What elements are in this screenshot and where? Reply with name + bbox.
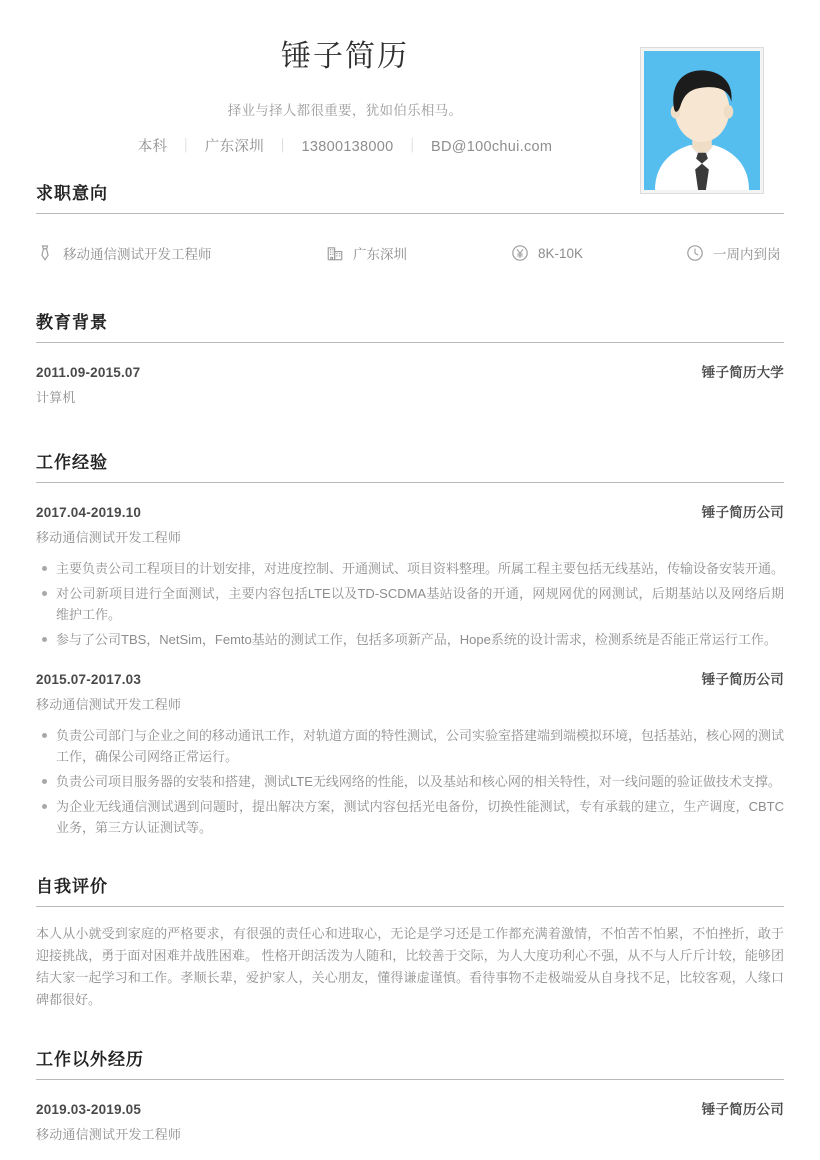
section-heading-self-evaluation: 自我评价: [36, 872, 784, 907]
yen-circle-icon: [511, 244, 529, 262]
work-company: 锤子简历公司: [701, 505, 784, 520]
contact-separator: ｜: [275, 139, 291, 155]
intention-availability: [686, 243, 781, 263]
contact-separator: ｜: [178, 139, 194, 155]
contact-separator: ｜: [404, 139, 420, 155]
section-heading-extra-experience: 工作以外经历: [36, 1045, 784, 1080]
work-period: 2017.04-2019.10: [36, 505, 142, 520]
list-item: 对公司新项目进行全面测试，主要内容包括LTE以及TD-SCDMA基站设备的开通，网规网优的网测试，后期基站以及网络后期维护工作。: [36, 583, 784, 625]
extra-company: 锤子简历公司: [701, 1102, 784, 1117]
work-job-title: 移动通信测试开发工程师: [36, 530, 182, 545]
extra-entry-header: [36, 1098, 784, 1118]
extra-job-title: 移动通信测试开发工程师: [36, 1127, 182, 1142]
profile-photo: [644, 51, 760, 190]
work-entry: [36, 501, 784, 650]
header-tagline: 择业与择人都很重要，犹如伯乐相马。: [227, 103, 463, 118]
contact-location: 广东深圳: [204, 139, 264, 155]
intention-position-value: 移动通信测试开发工程师: [63, 247, 212, 262]
work-entry-header: [36, 501, 784, 521]
education-entry: [36, 361, 784, 406]
section-education: [36, 308, 784, 406]
intention-availability-value: 一周内到岗: [713, 247, 781, 262]
self-evaluation-text: 本人从小就受到家庭的严格要求，有很强的责任心和进取心，无论是学习还是工作都充满着激情，不怕苦不怕累，不怕挫折，敢于迎接挑战，勇于面对困难并战胜困难。 性格开朗活泼为人随和，比较善于交际，为人大度功利心不强，从不与人斤斤计较，能够团结大家一起学习和工作。孝顺长辈，爱护家人，关心朋友，懂得谦虚谨慎。看待事物不走极端爱从自身找不足，比较客观，人缘口碑都很好。: [36, 926, 784, 1007]
work-responsibility-list: [36, 725, 784, 838]
intention-location: [326, 243, 511, 263]
work-company: 锤子简历公司: [701, 672, 784, 687]
education-entry-header: [36, 361, 784, 381]
intention-position: [36, 243, 326, 263]
education-period: 2011.09-2015.07: [36, 365, 141, 380]
section-self-evaluation: [36, 872, 784, 1011]
intention-salary: [511, 244, 686, 262]
page-title: 锤子简历: [281, 40, 409, 73]
resume-header: [36, 0, 784, 175]
job-intention-row: [36, 240, 784, 266]
list-item: 为企业无线通信测试遇到问题时，提出解决方案，测试内容包括光电备份，切换性能测试，专有承载的建立，生产调度，CBTC业务，第三方认证测试等。: [36, 796, 784, 838]
work-period: 2015.07-2017.03: [36, 672, 142, 687]
section-extra-experience: [36, 1045, 784, 1143]
contact-phone: 13800138000: [301, 139, 394, 155]
tie-icon: [36, 244, 54, 262]
avatar-illustration-icon: [644, 51, 760, 190]
work-job-title: 移动通信测试开发工程师: [36, 697, 182, 712]
contact-education-level: 本科: [137, 139, 168, 155]
extra-entry: [36, 1098, 784, 1143]
section-work-experience: [36, 448, 784, 838]
work-responsibility-list: [36, 558, 784, 650]
list-item: 负责公司部门与企业之间的移动通讯工作，对轨道方面的特性测试，公司实验室搭建端到端模拟环境，包括基站，核心网的测试工作，确保公司网络正常运行。: [36, 725, 784, 767]
profile-photo-frame: [640, 47, 764, 194]
list-item: 参与了公司TBS，NetSim，Femto基站的测试工作，包括多项新产品，Hope系统的设计需求，检测系统是否能正常运行工作。: [36, 629, 784, 650]
education-school: 锤子简历大学: [701, 365, 784, 380]
clock-icon: [686, 244, 704, 262]
education-major: 计算机: [36, 390, 76, 405]
work-entry-header: [36, 668, 784, 688]
section-heading-education: 教育背景: [36, 308, 784, 343]
building-icon: [326, 244, 344, 262]
section-heading-job-intention: 求职意向: [36, 179, 784, 214]
list-item: 负责公司项目服务器的安装和搭建，测试LTE无线网络的性能，以及基站和核心网的相关特性，对一线问题的验证做技术支撑。: [36, 771, 784, 792]
contact-line: [36, 135, 654, 156]
intention-location-value: 广东深圳: [353, 247, 407, 262]
work-entry: [36, 668, 784, 838]
section-heading-work-experience: 工作经验: [36, 448, 784, 483]
extra-period: 2019.03-2019.05: [36, 1102, 142, 1117]
intention-salary-value: 8K-10K: [538, 245, 584, 261]
contact-email: BD@100chui.com: [431, 139, 553, 155]
list-item: 主要负责公司工程项目的计划安排，对进度控制、开通测试、项目资料整理。所属工程主要包括无线基站，传输设备安装开通。: [36, 558, 784, 579]
